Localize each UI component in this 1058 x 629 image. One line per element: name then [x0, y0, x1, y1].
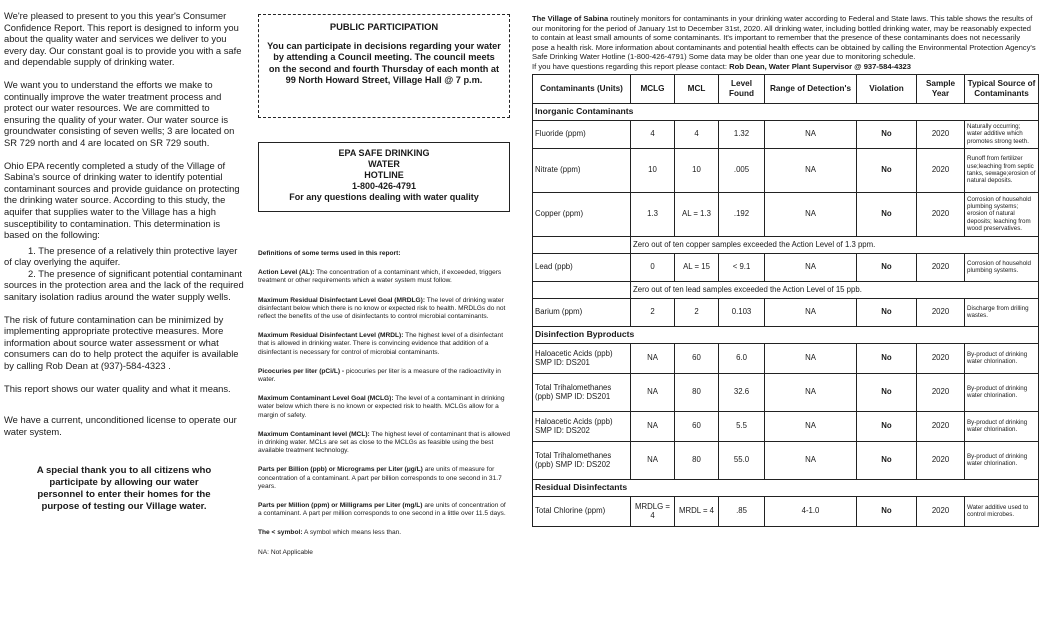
typical-source: Water additive used to control microbes.	[965, 496, 1039, 526]
mclg-value: NA	[631, 441, 675, 479]
typical-source: By-product of drinking water chlorination.	[965, 441, 1039, 479]
contaminant-name: Barium (ppm)	[533, 298, 631, 326]
violation-status: No	[857, 298, 917, 326]
sample-year: 2020	[917, 253, 965, 281]
mclg-value: NA	[631, 373, 675, 411]
hotline-note: For any questions dealing with water quality	[289, 192, 479, 202]
license-paragraph: We have a current, unconditioned license to operate our water system.	[4, 414, 237, 437]
section-label: Disinfection Byproducts	[533, 326, 1039, 343]
public-participation-box	[258, 14, 510, 118]
mclg-value: NA	[631, 411, 675, 441]
contaminant-name: Lead (ppb)	[533, 253, 631, 281]
mclg-value: NA	[631, 343, 675, 373]
report-meaning-paragraph: This report shows our water quality and what it means.	[4, 382, 231, 394]
table-note-row	[533, 281, 1039, 298]
note-spacer	[533, 281, 631, 298]
thank-you-note: A special thank you to all citizens who participate by allowing our water personnel to enter their homes for the purpose of testing our Village water.	[36, 465, 212, 513]
table-row	[533, 441, 1039, 479]
table-section-row	[533, 103, 1039, 120]
sample-year: 2020	[917, 496, 965, 526]
level-found: .005	[719, 148, 765, 192]
violation-status: No	[857, 343, 917, 373]
hotline-line-1: EPA SAFE DRINKING	[338, 148, 430, 158]
definition-item: Parts per Million (ppm) or Milligrams per Liter (mg/L) are units of concentration of a contaminant. A part per million corresponds to one second in a little over 11.5 days.	[258, 502, 506, 518]
public-participation-body: You can participate in decisions regarding your water by attending a Council meeting. The council meets on the second and fourth Thursday of each month at 99 North Howard Street, Village Hall @ 7 p.m.	[267, 40, 501, 85]
mcl-value: MRDL = 4	[675, 496, 719, 526]
mcl-value: 2	[675, 298, 719, 326]
definition-item: The < symbol: A symbol which means less than.	[258, 529, 402, 537]
definition-item: Maximum Contaminant Level Goal (MCLG): The level of a contaminant in drinking water below which there is no known or expected risk to health. MCLGs allow for a margin of safety.	[258, 395, 505, 419]
public-participation-title: PUBLIC PARTICIPATION	[329, 21, 439, 32]
typical-source: Discharge from drilling wastes.	[965, 298, 1039, 326]
table-row	[533, 253, 1039, 281]
column-header: Sample Year	[917, 74, 965, 103]
contaminant-name: Total Trihalomethanes (ppb) SMP ID: DS201	[533, 373, 631, 411]
mcl-value: 4	[675, 120, 719, 148]
note-spacer	[533, 236, 631, 253]
range-of-detection: NA	[765, 253, 857, 281]
violation-status: No	[857, 253, 917, 281]
column-header: MCL	[675, 74, 719, 103]
column-header: Typical Source of Contaminants	[965, 74, 1039, 103]
definitions-heading: Definitions of some terms used in this report:	[258, 250, 401, 257]
column-header: Violation	[857, 74, 917, 103]
level-found: 5.5	[719, 411, 765, 441]
typical-source: Naturally occurring; water additive which promotes strong teeth.	[965, 120, 1039, 148]
table-section-row	[533, 326, 1039, 343]
mclg-value: 10	[631, 148, 675, 192]
section-label: Inorganic Contaminants	[533, 103, 1039, 120]
level-found: 1.32	[719, 120, 765, 148]
contaminant-name: Fluoride (ppm)	[533, 120, 631, 148]
level-found: .192	[719, 192, 765, 236]
level-found: 6.0	[719, 343, 765, 373]
mcl-value: 60	[675, 411, 719, 441]
risk-paragraph: The risk of future contamination can be minimized by implementing appropriate protective measures. More information about source water assessment or what consumers can do to help protect the aquifer is available by calling Rob Dean at (937)-584-4323 .	[4, 313, 239, 372]
contaminant-name: Copper (ppm)	[533, 192, 631, 236]
violation-status: No	[857, 496, 917, 526]
hotline-phone: 1-800-426-4791	[351, 181, 417, 191]
source-study-paragraph: Ohio EPA recently completed a study of the Village of Sabina's source of drinking water to identify potential contaminant sources and provide guidance on protecting the drinking water source. According to this study, the aquifer that supplies water to the Village has a high susceptibility to contamination. This determination is based on the following:	[4, 159, 240, 241]
range-of-detection: NA	[765, 120, 857, 148]
range-of-detection: NA	[765, 148, 857, 192]
column-header: Contaminants (Units)	[533, 74, 631, 103]
definition-item: Picocuries per liter (pCi/L) - picocuries per liter is a measure of the radioactivity in water.	[258, 367, 501, 384]
note-text: Zero out of ten copper samples exceeded the Action Level of 1.3 ppm.	[631, 236, 1039, 253]
typical-source: Runoff from fertilizer use;leaching from septic tanks, sewage;erosion of natural deposits.	[965, 148, 1039, 192]
mclg-value: 4	[631, 120, 675, 148]
level-found: 32.6	[719, 373, 765, 411]
mclg-value: 2	[631, 298, 675, 326]
range-of-detection: NA	[765, 192, 857, 236]
susceptibility-item-2: 2. The presence of significant potential contaminant sources in the protection area and the lack of the required sanitary isolation radius around the water supply wells.	[4, 267, 244, 303]
level-found: 55.0	[719, 441, 765, 479]
table-row	[533, 496, 1039, 526]
table-section-row	[533, 479, 1039, 496]
treatment-paragraph: We want you to understand the efforts we make to continually improve the water treatment process and protect our water resources. We are committed to ensuring the quality of your water. Our water source is groundwater consisting of seven wells; 3 are located on SR 729 north and 4 are located on SR 729 south.	[4, 78, 235, 148]
table-row	[533, 298, 1039, 326]
definition-item: Maximum Residual Disinfectant Level (MRDL): The highest level of a disinfectant that is allowed in drinking water. There is convincing evidence that addition of a disinfectant is necessary for control of microbial contaminants.	[258, 332, 504, 356]
range-of-detection: NA	[765, 411, 857, 441]
contact-line: If you have questions regarding this report please contact: Rob Dean, Water Plant Supervisor @ 937-584-4323	[532, 61, 911, 71]
definition-item: Maximum Residual Disinfectant Level Goal (MRDLG): The level of drinking water disinfectant below which there is no know or expected risk to health. MRDLGs do not reflect the benefits of the use of disinfectants to control microbial contaminants.	[258, 296, 506, 321]
typical-source: By-product of drinking water chlorination.	[965, 373, 1039, 411]
range-of-detection: NA	[765, 298, 857, 326]
section-label: Residual Disinfectants	[533, 479, 1039, 496]
sample-year: 2020	[917, 192, 965, 236]
table-row	[533, 373, 1039, 411]
definition-item: Action Level (AL): The concentration of a contaminant which, if exceeded, triggers treatment or other requirements which a water system must follow.	[258, 269, 502, 285]
intro-paragraph: We're pleased to present to you this year's Consumer Confidence Report. This report is designed to inform you about the quality water and services we deliver to you every day. Our constant goal is to provide you with a safe and dependable supply of drinking water.	[4, 10, 242, 68]
sample-year: 2020	[917, 441, 965, 479]
mcl-value: 80	[675, 441, 719, 479]
definitions	[258, 250, 510, 557]
column-header: Range of Detection's	[765, 74, 857, 103]
contaminant-name: Total Trihalomethanes (ppb) SMP ID: DS202	[533, 441, 631, 479]
violation-status: No	[857, 373, 917, 411]
hotline-line-2: WATER	[368, 159, 400, 169]
sample-year: 2020	[917, 120, 965, 148]
contaminant-name: Haloacetic Acids (ppb) SMP ID: DS202	[533, 411, 631, 441]
sample-year: 2020	[917, 373, 965, 411]
hotline-line-3: HOTLINE	[364, 170, 404, 180]
typical-source: By-product of drinking water chlorination.	[965, 411, 1039, 441]
table-row	[533, 120, 1039, 148]
typical-source: By-product of drinking water chlorination.	[965, 343, 1039, 373]
violation-status: No	[857, 192, 917, 236]
intro-column	[4, 10, 244, 524]
sample-year: 2020	[917, 411, 965, 441]
table-row	[533, 148, 1039, 192]
mcl-value: AL = 15	[675, 253, 719, 281]
typical-source: Corrosion of household plumbing systems; erosion of natural deposits; leaching from wood preservatives.	[965, 192, 1039, 236]
sample-year: 2020	[917, 298, 965, 326]
mclg-value: 0	[631, 253, 675, 281]
sample-year: 2020	[917, 343, 965, 373]
table-body	[533, 103, 1039, 526]
mcl-value: 60	[675, 343, 719, 373]
column-header: MCLG	[631, 74, 675, 103]
monitoring-intro: The Village of Sabina routinely monitors for contaminants in your drinking water according to Federal and State laws. This table shows the results of our monitoring for the period of January 1st to December 31st, 2020. All drinking water, including bottled drinking water, may be reasonably expected to contain at least small amounts of some contaminants. It's important to remember that the presence of these contaminants does not necessarily pose a health risk. More information about contaminants and potential health effects can be obtained by calling the Environmental Protection Agency's Safe Drinking Water Hotline (1-800-426-4791) Some data may be older than one year due to monitoring schedule.	[532, 14, 1036, 62]
range-of-detection: NA	[765, 373, 857, 411]
contaminant-name: Total Chlorine (ppm)	[533, 496, 631, 526]
typical-source: Corrosion of household plumbing systems.	[965, 253, 1039, 281]
mcl-value: AL = 1.3	[675, 192, 719, 236]
susceptibility-item-1: 1. The presence of a relatively thin protective layer of clay overlying the aquifer.	[4, 244, 238, 268]
violation-status: No	[857, 120, 917, 148]
definition-item: NA: Not Applicable	[258, 548, 313, 556]
contaminant-name: Haloacetic Acids (ppb) SMP ID: DS201	[533, 343, 631, 373]
mclg-value: MRDLG = 4	[631, 496, 675, 526]
mcl-value: 10	[675, 148, 719, 192]
contaminant-name: Nitrate (ppm)	[533, 148, 631, 192]
level-found: < 9.1	[719, 253, 765, 281]
table-row	[533, 343, 1039, 373]
table-header-row	[533, 74, 1039, 103]
violation-status: No	[857, 148, 917, 192]
violation-status: No	[857, 411, 917, 441]
range-of-detection: NA	[765, 441, 857, 479]
range-of-detection: 4-1.0	[765, 496, 857, 526]
note-text: Zero out of ten lead samples exceeded the Action Level of 15 ppb.	[631, 281, 1039, 298]
definition-item: Parts per Billion (ppb) or Micrograms per Liter (μg/L) are units of measure for concentration of a contaminant. A part per billion corresponds to one second in 31.7 years.	[258, 466, 502, 490]
middle-column	[258, 14, 510, 568]
mclg-value: 1.3	[631, 192, 675, 236]
contaminant-table	[532, 74, 1039, 527]
hotline-box	[258, 142, 510, 212]
sample-year: 2020	[917, 148, 965, 192]
definition-item: Maximum Contaminant level (MCL): The highest level of contaminant that is allowed in drinking water. MCLs are set as close to the MCLGs as feasible using the best available treatment technology.	[258, 430, 511, 455]
violation-status: No	[857, 441, 917, 479]
range-of-detection: NA	[765, 343, 857, 373]
results-column	[532, 14, 1038, 527]
mcl-value: 80	[675, 373, 719, 411]
table-row	[533, 192, 1039, 236]
level-found: 0.103	[719, 298, 765, 326]
level-found: .85	[719, 496, 765, 526]
table-row	[533, 411, 1039, 441]
table-note-row	[533, 236, 1039, 253]
column-header: Level Found	[719, 74, 765, 103]
